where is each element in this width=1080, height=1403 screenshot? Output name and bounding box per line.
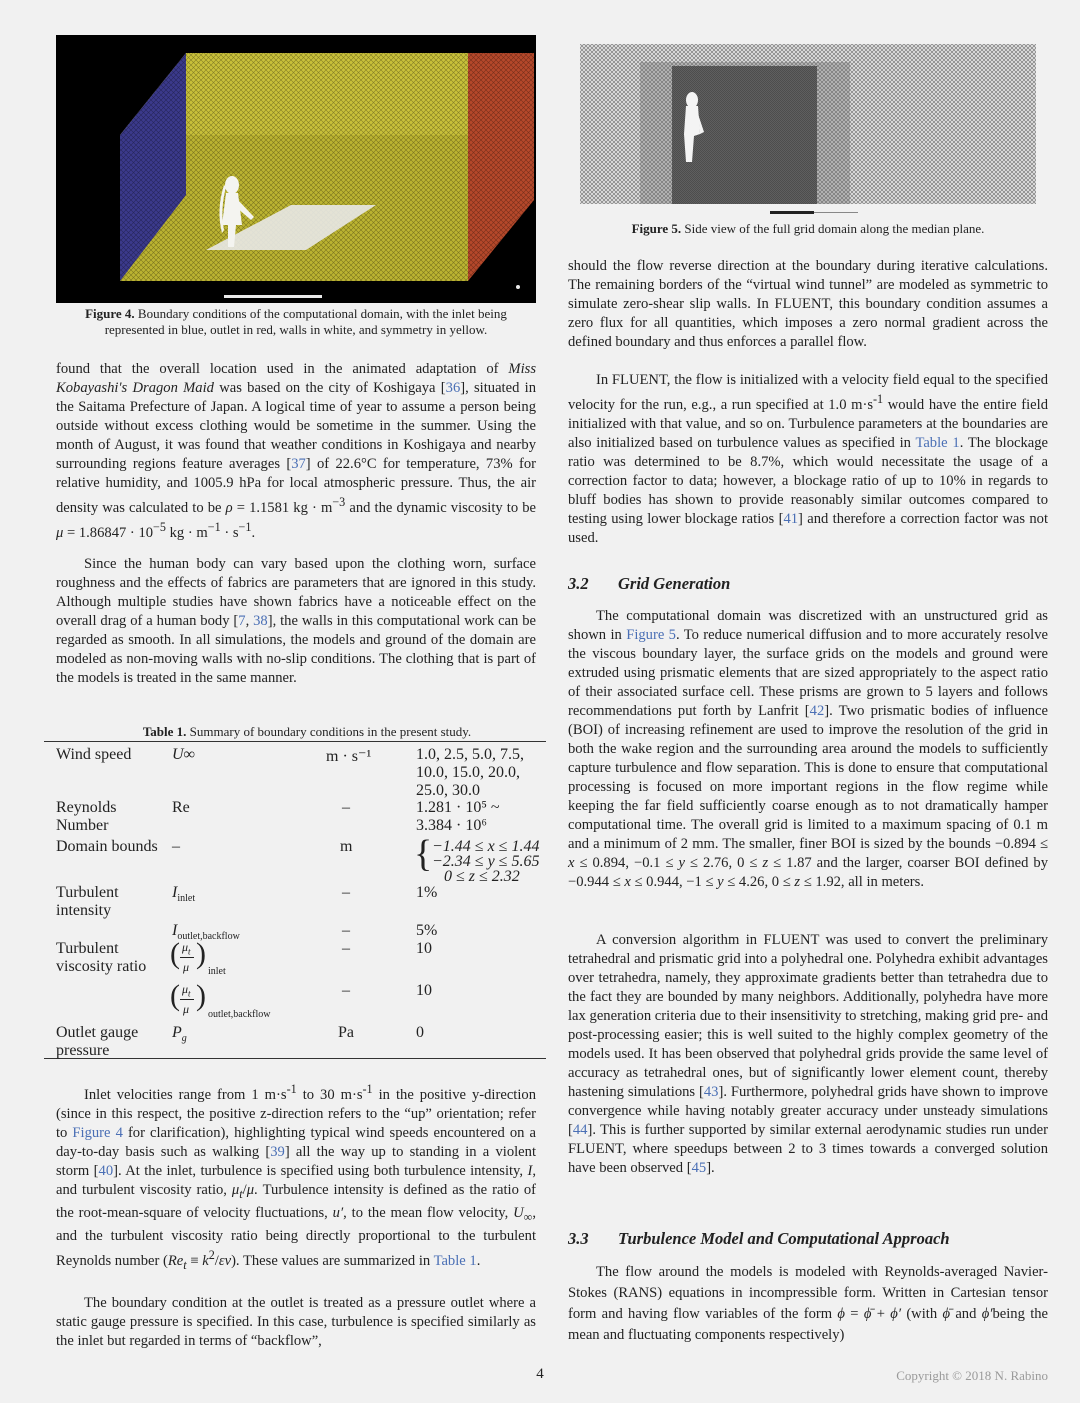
table-cell: outlet,backflow [208, 1009, 271, 1020]
citation-link[interactable]: 40 [98, 1162, 114, 1179]
table-cell: ( [170, 979, 180, 1012]
table-cell: 1.0, 2.5, 5.0, 7.5, 10.0, 15.0, 20.0, 25.0, 30.0 [416, 746, 524, 799]
fraction-bar [180, 999, 194, 1000]
right-paragraph-3: The computational domain was discretized with an unstructured grid as shown in Figure 5. To reduce numerical diffusion and to more accurately resolve the viscous boundary layer, the surface grids on the models and ground were extruded using prismatic elements that are sized appropriately to the aspect ratio of their associated surface cell. These prisms are grown to 5 layers and follows recommendations put forth by Lanfrit [42]. Two prismatic bodies of influence (BOI) of increasing refinement are used to improve the resolution of the grid in both the wake region and the surrounding area around the models to sufficiently capture turbulence and flow separation. This is done to ensure that computational processing is focused on more important regions in the flow regime while keeping the far field sufficiently coarse enough as to not dramatically hamper computational time. The overall grid is limited to a maximum spacing of 0.1 m and a minimum of 2 mm. The smaller, finer BOI is sized by the bounds −0.894 ≤ x ≤ 0.894, −0.1 ≤ y ≤ 2.76, 0 ≤ z ≤ 1.87 and the larger, coarser BOI defined by −0.944 ≤ x ≤ 0.944, −1 ≤ y ≤ 4.26, 0 ≤ z ≤ 1.92, all in meters. [568, 608, 1048, 890]
table-cell: – [172, 838, 180, 855]
citation-link[interactable]: 36 [445, 380, 461, 396]
table-cell: 5% [416, 922, 438, 939]
table-link[interactable]: Table 1 [433, 1252, 477, 1269]
right-paragraph-2: In FLUENT, the flow is initialized with a velocity field equal to the specified velocity for the run, e.g., a run specified at 1.0 $m\cdot s^{-1}$ would have the entire field initialized with that value, and so on. Turbulence parameters at the boundaries are also initialized based on turbulence values as specified in Table 1. The blockage ratio was determined to be 8.7%, which would necessitate the usage of a correction factor to data; however, a blockage ratio of up to 10% in regards to bluff bodies has shown to provide reasonably similar outcomes compared to testing using lower blockage ratios [41] and therefore a correction factor was not used. [568, 372, 1049, 546]
table-cell: 1.281 · 10⁵ ~ 3.384 · 10⁶ [416, 799, 500, 834]
left-paragraph-3: Inlet velocities range from 1 $m\cdot s^{-1}$ to 30 $m\cdot s^{-1}$ in the positive y-direction (since in this respect, the positive z-direction refers to the “up” orientation; refer to Figure 4 for clarification), highlighting typical wind speeds encountered on a day-to-day basis such as walking [39] all the way up to standing in a violent storm [40]. At the inlet, turbulence is specified using both turbulence intensity, I, and turbulent viscosity ratio, $\mu_t/\mu$. Turbulence intensity is defined as the ratio of the root-mean-square of velocity fluctuations, u′, to the mean flow velocity, $U_\infty$, and the turbulent viscosity ratio being directly proportional to the turbulent Reynolds number $(Re_t \equiv k^2/\varepsilon\nu)$. These values are summarized in Table 1. [56, 1082, 537, 1272]
table-cell: Wind speed [56, 746, 132, 763]
citation-link[interactable]: 43 [703, 1084, 719, 1100]
table-cell: ) [196, 937, 206, 970]
copyright-notice: Copyright © 2018 N. Rabino [896, 1368, 1048, 1383]
table-cell: −2.34 ≤ y ≤ 5.65 [432, 853, 540, 870]
citation-link[interactable]: 38 [253, 613, 268, 629]
figure-5-caption: Figure 5. Side view of the full grid domain along the median plane. [631, 221, 985, 236]
table-cell: $I_{outlet,backflow}$ [172, 922, 240, 943]
table-cell: inlet [208, 966, 226, 977]
table-cell: – [342, 940, 350, 957]
table-cell: $\mu_t$ [182, 982, 191, 999]
table-cell: 0 [416, 1024, 424, 1041]
figure-5-image [580, 44, 1036, 216]
table-cell: m · s⁻¹ [326, 748, 372, 765]
citation-link[interactable]: 39 [270, 1143, 285, 1160]
table-cell: $\mu_t$ [182, 940, 191, 957]
page-number: 4 [536, 1366, 544, 1382]
figure-link[interactable]: Figure 5 [626, 627, 676, 643]
table-cell: – [342, 922, 350, 939]
figure-link[interactable]: Figure 4 [72, 1124, 123, 1141]
table-1 [44, 741, 546, 1059]
table-cell: $I_{inlet}$ [172, 884, 196, 905]
citation-link[interactable]: 7 [238, 613, 246, 629]
table-cell: U∞ [172, 746, 195, 763]
table-cell: μ [183, 1002, 190, 1016]
left-paragraph-1: found that the overall location used in the animated adaptation of Miss Kobayashi's Dragon Maid was based on the city of Koshigaya [36], situated in the Saitama Prefecture of Japan. A logical time of year to assume a person being outside without excess clothing would be sometime in the summer. Using the month of August, it was found that weather conditions in Koshigaya and nearby surrounding regions feature averages [37] of 22.6°C for temperature, 73% for relative humidity, and 1005.9 hPa for local atmospheric pressure. Thus, the air density was calculated to be ρ = 1.1581 kg · $m^{-3}$ and the dynamic viscosity to be $\mu = 1.86847 \cdot 10^{-5}$ kg · $m^{-1} \cdot s^{-1}$. [56, 361, 537, 541]
right-paragraph-5: The flow around the models is modeled with Reynolds-averaged Navier-Stokes (RANS) equations in incompressible form. Written in Cartesian tensor form and having flow variables of the form ϕ = ϕ̄ + ϕ′ (with ϕ̄ and ϕ′being the mean and fluctuating components respectively) [568, 1264, 1049, 1343]
table-link[interactable]: Table 1 [915, 434, 960, 451]
right-paragraph-4: A conversion algorithm in FLUENT was used to convert the preliminary tetrahedral and prismatic grid into a polyhedral one. Polyhedra exhibit advantages over tetrahedra, namely, they approximate gradients better than tetrahedra due to the fact they are bounded by many neighbors. Additionally, polyhedra have more lax generation criteria due to their insensitivity to stretching, making grid pre- and post-processing easier; this is well suited to the highly complex geometry of the models used. It has been observed that polyhedral grids provide the same level of accuracy as tetrahedral ones, but of significantly lower element count, thereby hastening simulations [43]. Furthermore, polyhedral grids have shown to improve convergence while having notably greater accuracy under unsteady simulations [44]. This is further supported by similar external aerodynamic studies run under FLUENT, where speedups between 2 to 3 times towards a converged solution have been observed [45]. [568, 932, 1048, 1176]
table-cell: Outlet gauge pressure [56, 1024, 139, 1059]
table-cell: Turbulent intensity [56, 884, 119, 919]
table-cell: ) [196, 979, 206, 1012]
citation-link[interactable]: 41 [783, 510, 799, 527]
figure-4-caption: Figure 4. Boundary conditions of the computational domain, with the inlet being represented in blue, outlet in red, walls in white, and symmetry in yellow. [85, 306, 507, 337]
table-cell: m [340, 838, 353, 855]
section-heading-3-3: 3.3 Turbulence Model and Computational Approach [568, 1229, 950, 1248]
table-cell: – [342, 982, 350, 999]
table-cell: Re [172, 799, 190, 816]
citation-link[interactable]: 42 [809, 703, 825, 719]
table-cell: Pa [338, 1024, 354, 1041]
brace-glyph: { [414, 833, 433, 875]
table-cell: 0 ≤ z ≤ 2.32 [444, 868, 520, 885]
table-cell: – [342, 799, 350, 816]
table-cell: Turbulent viscosity ratio [56, 940, 147, 975]
figure-4-image [56, 35, 536, 303]
table-cell: μ [183, 960, 190, 974]
table-cell: 1% [416, 884, 438, 901]
table-1-caption: Table 1. Summary of boundary conditions in the present study. [142, 724, 472, 739]
table-cell: 10 [416, 982, 432, 999]
right-paragraph-1: should the flow reverse direction at the boundary during iterative calculations. The remaining borders of the “virtual wind tunnel” are modeled as symmetric to simulate zero-shear slip walls. In FLUENT, this boundary condition assumes a zero flux for all quantities, which imposes a zero normal gradient across the defined boundary and thus enforces a parallel flow. [568, 258, 1048, 350]
left-paragraph-4: The boundary condition at the outlet is treated as a pressure outlet where a static gauge pressure is specified. In this case, turbulence is specified similarly as the inlet but regarded in terms of “backflow”, [56, 1295, 536, 1349]
citation-link[interactable]: 37 [291, 456, 306, 472]
citation-link[interactable]: 45 [691, 1160, 707, 1176]
left-paragraph-2: Since the human body can vary based upon the clothing worn, surface roughness and the effects of fabrics are parameters that are ignored in this study. Although multiple studies have shown fabrics have a noticeable effect on the overall drag of a human body [7, 38], the walls in this computational work can be regarded as smooth. In all simulations, the models and ground of the domain are modeled as non-moving walls with no-slip conditions. The clothing that is part of the models is treated in the same manner. [56, 556, 537, 686]
table-cell: Domain bounds [56, 838, 158, 855]
citation-link[interactable]: 44 [572, 1122, 588, 1138]
table-cell: Reynolds Number [56, 799, 117, 834]
table-cell: ( [170, 937, 180, 970]
table-cell: – [342, 884, 350, 901]
fraction-bar [180, 957, 194, 958]
table-cell: −1.44 ≤ x ≤ 1.44 [432, 838, 540, 855]
section-heading-3-2: 3.2 Grid Generation [568, 574, 731, 593]
table-cell: 10 [416, 940, 432, 957]
table-cell: $P_g$ [172, 1024, 187, 1045]
